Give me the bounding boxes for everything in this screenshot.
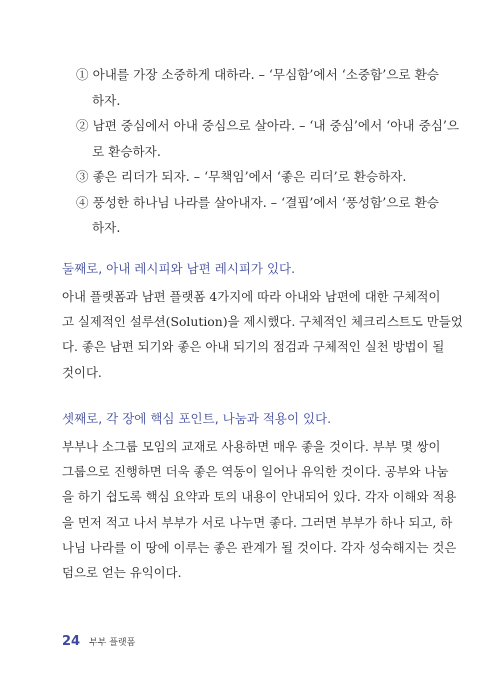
paragraph-line: 그룹으로 진행하면 더욱 좋은 역동이 일어나 유익한 것이다. 공부와 나눔 (62, 464, 449, 480)
list-item (76, 62, 466, 113)
paragraph-line: 아내 플랫폼과 남편 플랫폼 4가지에 따라 아내와 남편에 대한 구체적이 (62, 289, 441, 304)
numbered-list (76, 62, 466, 241)
list-item-continuation: 하자. (92, 92, 121, 108)
list-item-text: ③ 좋은 리더가 되자. – ‘무책임’에서 ‘좋은 리더’로 환승하자. (76, 169, 407, 184)
running-title: 부부 플랫폼 (88, 638, 136, 648)
list-item (76, 113, 466, 164)
page-footer (62, 634, 135, 649)
list-item (76, 190, 466, 241)
list-item-text: ① 아내를 가장 소중하게 대하라. – ‘무심함’에서 ‘소중함’으로 환승 (76, 67, 439, 82)
paragraph-line: 부부나 소그룹 모임의 교재로 사용하면 매우 좋을 것이다. 부부 몇 쌍이 (62, 439, 441, 454)
paragraph-line: 을 하기 쉽도록 핵심 요약과 토의 내용이 안내되어 있다. 각자 이해와 적용 (62, 489, 457, 505)
paragraph-line: 나님 나라를 이 땅에 이루는 좋은 관계가 될 것이다. 각자 성숙해지는 것은 (62, 539, 457, 555)
paragraph-line: 고 실제적인 설루션(Solution)을 제시했다. 구체적인 체크리스트도 만들었 (62, 314, 463, 330)
paragraph-line: 덤으로 얻는 유익이다. (62, 565, 182, 581)
paragraph-line: 것이다. (62, 364, 102, 380)
section-key-points (62, 408, 466, 585)
list-item-text: ② 남편 중심에서 아내 중심으로 살아라. – ‘내 중심’에서 ‘아내 중심’으 (76, 118, 460, 133)
paragraph-line: 다. 좋은 남편 되기와 좋은 아내 되기의 점검과 구체적인 실천 방법이 될 (62, 339, 445, 355)
paragraph-line: 을 먼저 적고 나서 부부가 서로 나누면 좋다. 그러면 부부가 하나 되고, 하 (62, 514, 453, 530)
section-recipes (62, 258, 466, 385)
list-item-text: ④ 풍성한 하나님 나라를 살아내자. – ‘결핍’에서 ‘풍성함’으로 환승 (76, 194, 439, 210)
page-number: 24 (62, 634, 81, 649)
list-item-continuation: 하자. (92, 220, 121, 235)
section-heading: 셋째로, 각 장에 핵심 포인트, 나눔과 적용이 있다. (62, 411, 332, 426)
list-item-continuation: 로 환승하자. (92, 143, 161, 159)
list-item (76, 164, 466, 190)
section-heading: 둘째로, 아내 레시피와 남편 레시피가 있다. (62, 261, 296, 276)
